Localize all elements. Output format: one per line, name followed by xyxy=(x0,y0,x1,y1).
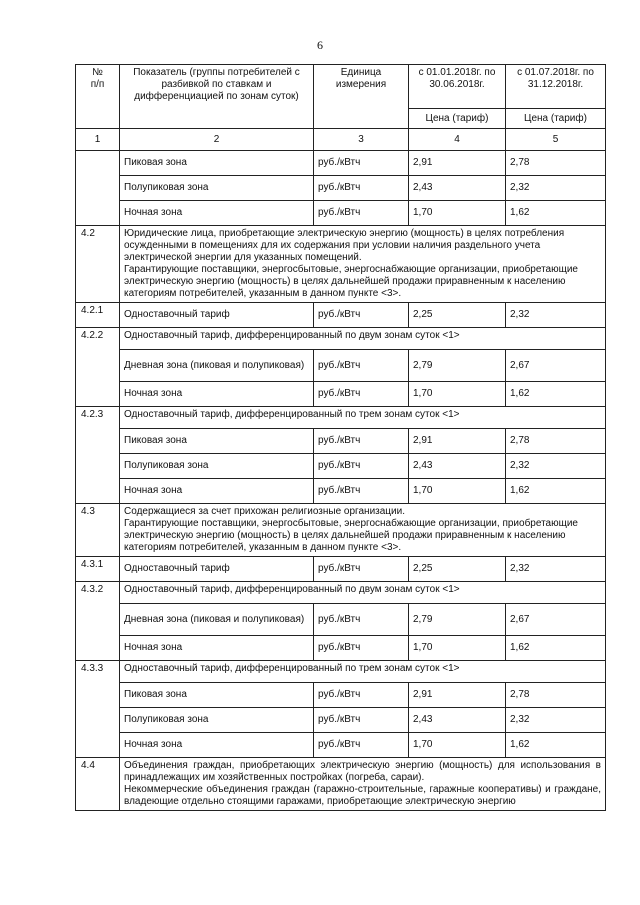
section-text: Содержащиеся за счет прихожан религиозные организации. Гарантирующие поставщики, энергосбытовые, энергоснабжающие организации, приобретающие электрическую энергию (мощность) в целях дальнейшей продажи приравненным к населению категориям потребителей, указанным в данном пункте <3>. xyxy=(120,504,606,557)
row-name: Пиковая зона xyxy=(120,151,314,176)
table-row xyxy=(76,661,606,683)
table-row xyxy=(76,429,606,454)
col-number-5: 5 xyxy=(506,129,606,151)
row-value-1: 2,79 xyxy=(409,604,506,636)
table-row xyxy=(76,382,606,407)
row-value-1: 1,70 xyxy=(409,382,506,407)
row-unit: руб./кВтч xyxy=(314,708,409,733)
row-unit: руб./кВтч xyxy=(314,733,409,758)
table-row xyxy=(76,708,606,733)
header-unit: Единица измерения xyxy=(314,65,409,129)
row-value-1: 2,43 xyxy=(409,454,506,479)
row-value-2: 2,32 xyxy=(506,557,606,582)
table-row xyxy=(76,201,606,226)
row-value-1: 1,70 xyxy=(409,733,506,758)
table-row xyxy=(76,479,606,504)
row-value-2: 2,32 xyxy=(506,454,606,479)
row-unit: руб./кВтч xyxy=(314,683,409,708)
header-indicator: Показатель (группы потребителей с разбивкой по ставкам и дифференциацией по зонам суток) xyxy=(120,65,314,129)
row-name: Ночная зона xyxy=(120,733,314,758)
table-row xyxy=(76,604,606,636)
row-number xyxy=(76,151,120,226)
page-number: 6 xyxy=(317,38,323,52)
table-row xyxy=(76,557,606,582)
row-name: Ночная зона xyxy=(120,479,314,504)
row-name: Ночная зона xyxy=(120,201,314,226)
header-period2: с 01.07.2018г. по 31.12.2018г. xyxy=(506,65,606,109)
row-name: Одноставочный тариф xyxy=(120,303,314,328)
row-value-2: 2,67 xyxy=(506,604,606,636)
table-row xyxy=(76,582,606,604)
row-name: Полупиковая зона xyxy=(120,454,314,479)
row-name: Пиковая зона xyxy=(120,683,314,708)
row-number: 4.3.3 xyxy=(76,661,120,758)
row-value-1: 2,91 xyxy=(409,429,506,454)
table-row xyxy=(76,226,606,303)
header-price2: Цена (тариф) xyxy=(506,109,606,129)
section-text: Одноставочный тариф, дифференцированный по двум зонам суток <1> xyxy=(120,328,606,350)
row-unit: руб./кВтч xyxy=(314,303,409,328)
section-text: Одноставочный тариф, дифференцированный по двум зонам суток <1> xyxy=(120,582,606,604)
col-number-4: 4 xyxy=(409,129,506,151)
row-unit: руб./кВтч xyxy=(314,604,409,636)
row-name: Одноставочный тариф xyxy=(120,557,314,582)
row-value-1: 1,70 xyxy=(409,636,506,661)
row-value-2: 2,78 xyxy=(506,429,606,454)
row-value-2: 2,67 xyxy=(506,350,606,382)
row-value-1: 2,43 xyxy=(409,176,506,201)
row-name: Полупиковая зона xyxy=(120,708,314,733)
row-number: 4.3 xyxy=(76,504,120,557)
row-value-1: 2,25 xyxy=(409,557,506,582)
row-unit: руб./кВтч xyxy=(314,176,409,201)
row-unit: руб./кВтч xyxy=(314,151,409,176)
row-name: Дневная зона (пиковая и полупиковая) xyxy=(120,350,314,382)
row-unit: руб./кВтч xyxy=(314,454,409,479)
row-name: Полупиковая зона xyxy=(120,176,314,201)
row-value-1: 2,79 xyxy=(409,350,506,382)
table-row xyxy=(76,758,606,811)
row-unit: руб./кВтч xyxy=(314,350,409,382)
table-row xyxy=(76,683,606,708)
table-row xyxy=(76,733,606,758)
row-value-1: 1,70 xyxy=(409,201,506,226)
table-row xyxy=(76,176,606,201)
table-row xyxy=(76,303,606,328)
row-number: 4.3.2 xyxy=(76,582,120,661)
row-name: Дневная зона (пиковая и полупиковая) xyxy=(120,604,314,636)
table-row xyxy=(76,636,606,661)
row-value-1: 1,70 xyxy=(409,479,506,504)
row-unit: руб./кВтч xyxy=(314,201,409,226)
section-text: Одноставочный тариф, дифференцированный по трем зонам суток <1> xyxy=(120,407,606,429)
header-period1: с 01.01.2018г. по 30.06.2018г. xyxy=(409,65,506,109)
tariff-table xyxy=(75,64,606,811)
section-text: Юридические лица, приобретающие электрическую энергию (мощность) в целях потребления осужденными в помещениях для их содержания при условии наличия раздельного учета электрической энергии для указанных помещений. Гарантирующие поставщики, энергосбытовые, энергоснабжающие организации, приобретающие электрическую энергию (мощность) в целях дальнейшей продажи приравненным к населению категориям потребителей, указанным в данном пункте <3>. xyxy=(120,226,606,303)
row-value-2: 2,32 xyxy=(506,303,606,328)
row-value-1: 2,25 xyxy=(409,303,506,328)
row-number: 4.3.1 xyxy=(76,557,120,582)
row-unit: руб./кВтч xyxy=(314,429,409,454)
row-value-2: 2,32 xyxy=(506,176,606,201)
row-number: 4.2.3 xyxy=(76,407,120,504)
row-value-1: 2,43 xyxy=(409,708,506,733)
table-row xyxy=(76,350,606,382)
col-number-2: 2 xyxy=(120,129,314,151)
row-unit: руб./кВтч xyxy=(314,557,409,582)
row-value-2: 1,62 xyxy=(506,636,606,661)
row-number: 4.2.2 xyxy=(76,328,120,407)
header-price1: Цена (тариф) xyxy=(409,109,506,129)
row-value-2: 1,62 xyxy=(506,479,606,504)
row-value-2: 2,32 xyxy=(506,708,606,733)
section-text: Объединения граждан, приобретающих электрическую энергию (мощность) для использования в принадлежащих им хозяйственных постройках (погреба, сараи). Некоммерческие объединения граждан (гаражно-строительные, гаражные кооперативы) и граждане, владеющие отдельно стоящими гаражами, приобретающие электрическую энергию xyxy=(120,758,606,811)
table-row xyxy=(76,328,606,350)
row-name: Ночная зона xyxy=(120,636,314,661)
row-value-1: 2,91 xyxy=(409,151,506,176)
table-row xyxy=(76,407,606,429)
table-row xyxy=(76,151,606,176)
col-number-1: 1 xyxy=(76,129,120,151)
row-number: 4.2 xyxy=(76,226,120,303)
row-value-2: 2,78 xyxy=(506,683,606,708)
row-number: 4.2.1 xyxy=(76,303,120,328)
row-name: Ночная зона xyxy=(120,382,314,407)
row-number: 4.4 xyxy=(76,758,120,811)
row-name: Пиковая зона xyxy=(120,429,314,454)
col-number-3: 3 xyxy=(314,129,409,151)
row-unit: руб./кВтч xyxy=(314,636,409,661)
row-value-2: 2,78 xyxy=(506,151,606,176)
table-row xyxy=(76,454,606,479)
row-unit: руб./кВтч xyxy=(314,382,409,407)
row-value-2: 1,62 xyxy=(506,382,606,407)
header-num: № п/п xyxy=(76,65,120,129)
row-unit: руб./кВтч xyxy=(314,479,409,504)
row-value-2: 1,62 xyxy=(506,733,606,758)
row-value-2: 1,62 xyxy=(506,201,606,226)
row-value-1: 2,91 xyxy=(409,683,506,708)
section-text: Одноставочный тариф, дифференцированный по трем зонам суток <1> xyxy=(120,661,606,683)
table-row xyxy=(76,504,606,557)
